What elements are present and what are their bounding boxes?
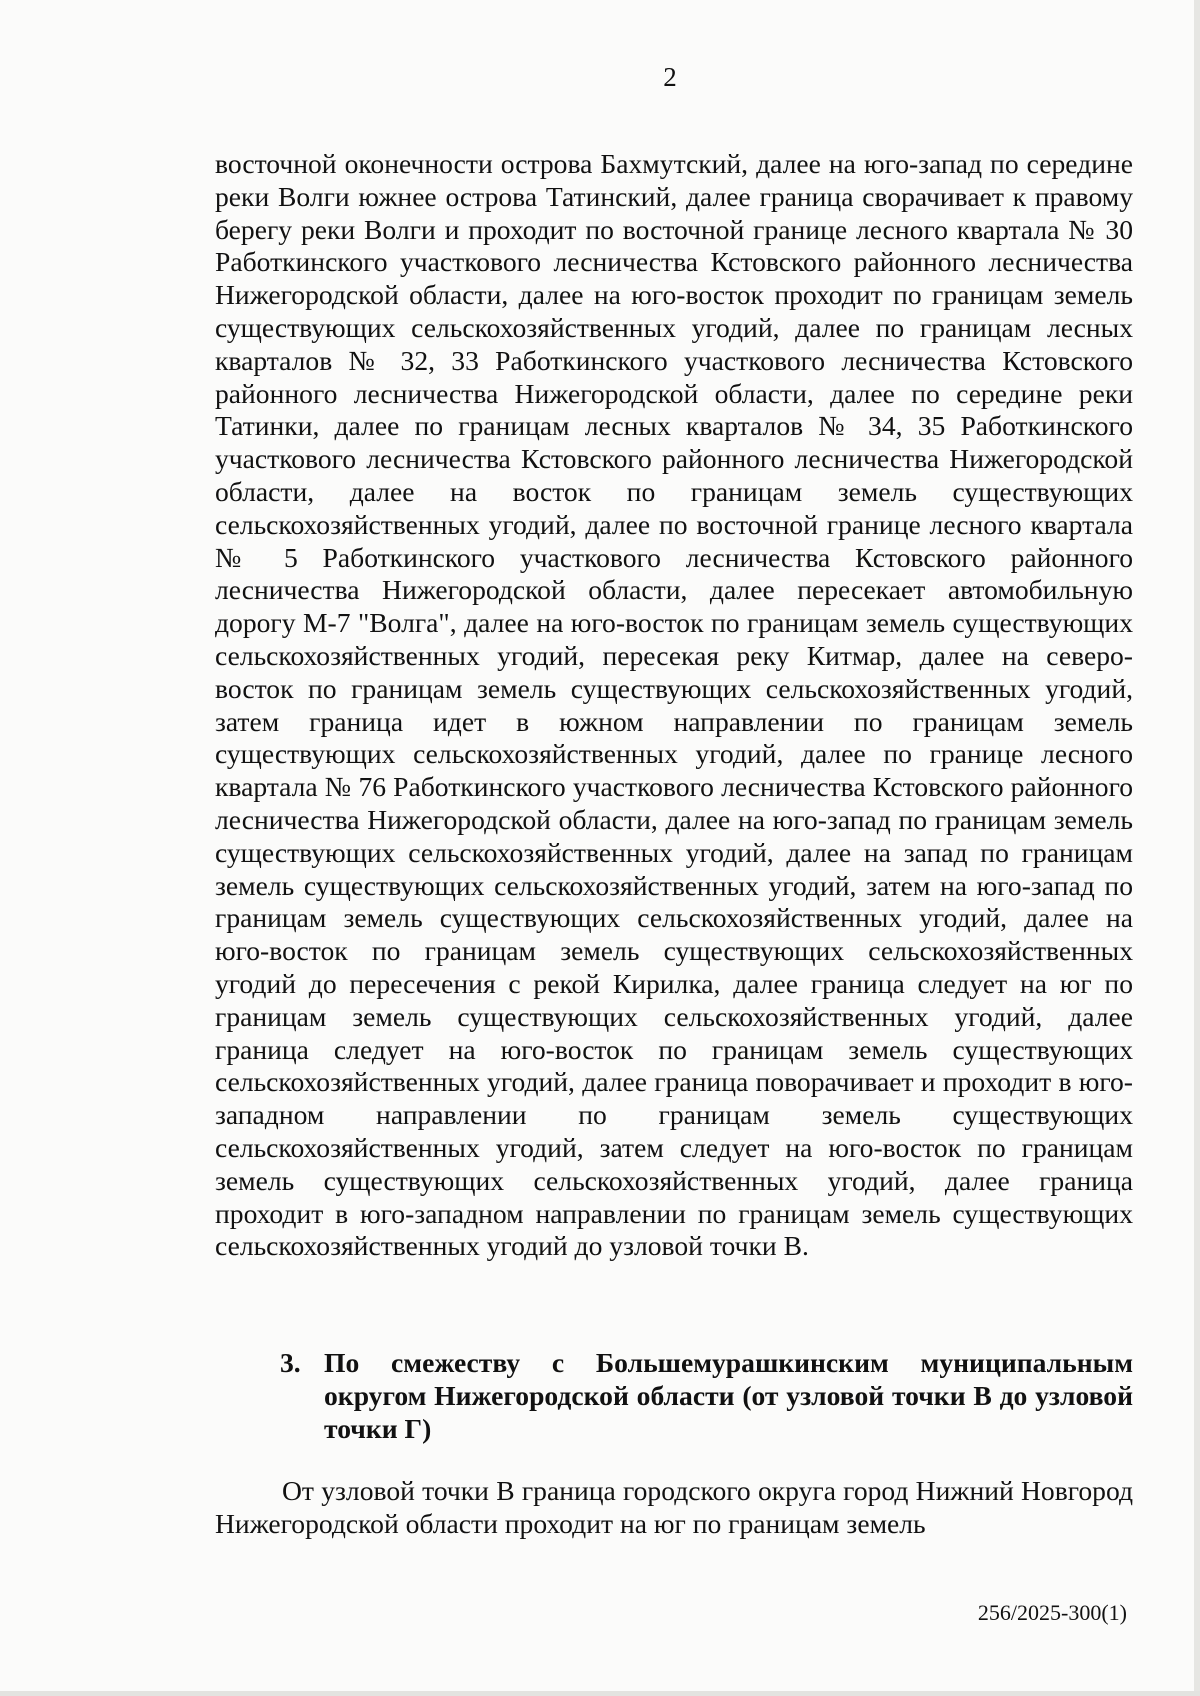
document-code: 256/2025-300(1) xyxy=(977,1600,1127,1625)
page-number: 2 xyxy=(663,62,677,92)
section-heading xyxy=(280,1346,1133,1445)
body-paragraph: восточной оконечности острова Бахмутский, далее на юго-запад по середине реки Волги южнее острова Татинский, далее граница сворачивает к правому берегу реки Волги и проходит по восточной границе лесного квартала № 30 Работкинского участкового лесничества Кстовского районного лесничества Нижегородской области, далее на юго-восток проходит по границам земель существующих сельскохозяйственных угодий, далее по границам лесных кварталов № 32, 33 Работкинского участкового лесничества Кстовского районного лесничества Нижегородской области, далее по середине реки Татинки, далее по границам лесных кварталов № 34, 35 Работкинского участкового лесничества Кстовского районного лесничества Нижегородской области, далее на восток по границам земель существующих сельскохозяйственных угодий, далее по восточной границе лесного квартала № 5 Работкинского участкового лесничества Кстовского районного лесничества Нижегородской области, далее пересекает автомобильную дорогу М-7 "Волга", далее на юго-восток по границам земель существующих сельскохозяйственных угодий, пересекая реку Китмар, далее на северо-восток по границам земель существующих сельскохозяйственных угодий, затем граница идет в южном направлении по границам земель существующих сельскохозяйственных угодий, далее по границе лесного квартала № 76 Работкинского участкового лесничества Кстовского районного лесничества Нижегородской области, далее на юго-запад по границам земель существующих сельскохозяйственных угодий, далее на запад по границам земель существующих сельскохозяйственных угодий, затем на юго-запад по границам земель существующих сельскохозяйственных угодий, далее на юго-восток по границам земель существующих сельскохозяйственных угодий до пересечения с рекой Кирилка, далее граница следует на юг по границам земель существующих сельскохозяйственных угодий, далее граница следует на юго-восток по границам земель существующих сельскохозяйственных угодий, далее граница поворачивает и проходит в юго-западном направлении по границам земель существующих сельскохозяйственных угодий, затем следует на юго-восток по границам земель существующих сельскохозяйственных угодий, далее граница проходит в юго-западном направлении по границам земель существующих сельскохозяйственных угодий до узловой точки В. xyxy=(215,148,1133,1262)
section-number: 3. xyxy=(280,1347,301,1378)
section-title: По смежеству с Большемурашкинским муниципальным округом Нижегородской области (от узловой точки В до узловой точки Г) xyxy=(324,1347,1133,1444)
section-paragraph: От узловой точки В граница городского округа город Нижний Новгород Нижегородской области проходит на юг по границам земель xyxy=(215,1475,1133,1539)
scan-edge-bottom-shadow xyxy=(0,1691,1200,1696)
scan-edge-shadow xyxy=(1194,0,1200,1696)
